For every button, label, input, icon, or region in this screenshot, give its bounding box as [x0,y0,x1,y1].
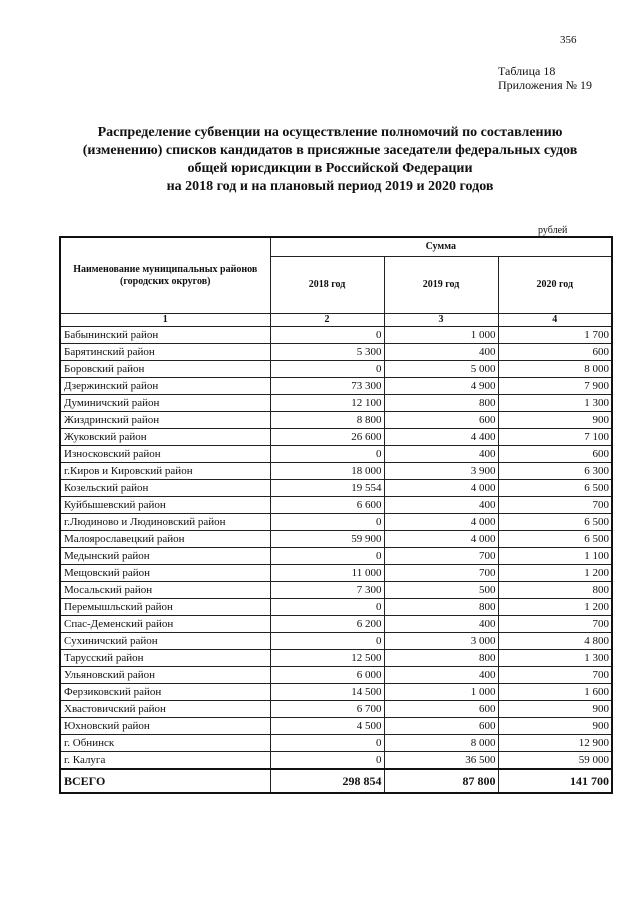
district-name: Жиздринский район [60,412,270,429]
value-2020: 700 [498,497,612,514]
value-2020: 1 200 [498,599,612,616]
value-2019: 600 [384,718,498,735]
value-2019: 4 000 [384,480,498,497]
total-label: ВСЕГО [60,769,270,793]
table-row [60,531,612,548]
year-2018-header: 2018 год [270,257,384,314]
title-line: на 2018 год и на плановый период 2019 и 2020 годов [166,179,494,194]
value-2018: 4 500 [270,718,384,735]
district-name: Мосальский район [60,582,270,599]
value-2018: 6 000 [270,667,384,684]
table-row [60,480,612,497]
value-2018: 12 500 [270,650,384,667]
year-2020-header: 2020 год [498,257,612,314]
district-name: г. Калуга [60,752,270,770]
value-2018: 0 [270,361,384,378]
district-name: Мещовский район [60,565,270,582]
value-2018: 0 [270,633,384,650]
value-2019: 4 400 [384,429,498,446]
total-2018: 298 854 [270,769,384,793]
value-2018: 0 [270,327,384,344]
value-2020: 600 [498,446,612,463]
value-2020: 1 300 [498,395,612,412]
title-line: общей юрисдикции в Российской Федерации [187,161,473,176]
value-2018: 6 700 [270,701,384,718]
value-2020: 1 700 [498,327,612,344]
value-2020: 4 800 [498,633,612,650]
total-row [60,769,612,793]
value-2018: 0 [270,752,384,770]
table-row [60,378,612,395]
value-2018: 0 [270,514,384,531]
value-2018: 8 800 [270,412,384,429]
table-row [60,633,612,650]
district-name: Спас-Деменский район [60,616,270,633]
value-2019: 3 900 [384,463,498,480]
value-2019: 8 000 [384,735,498,752]
value-2020: 1 600 [498,684,612,701]
value-2019: 4 000 [384,531,498,548]
district-name: г.Киров и Кировский район [60,463,270,480]
value-2018: 0 [270,599,384,616]
value-2018: 26 600 [270,429,384,446]
district-name: Юхновский район [60,718,270,735]
value-2020: 1 200 [498,565,612,582]
value-2018: 0 [270,735,384,752]
value-2018: 6 600 [270,497,384,514]
district-name: Износковский район [60,446,270,463]
district-name: Тарусский район [60,650,270,667]
page-number: 356 [560,34,577,46]
value-2019: 800 [384,395,498,412]
table-row [60,718,612,735]
column-number: 3 [384,314,498,327]
table-row [60,446,612,463]
table-body [60,327,612,770]
value-2019: 1 000 [384,684,498,701]
table-row [60,463,612,480]
value-2019: 500 [384,582,498,599]
value-2019: 400 [384,616,498,633]
district-name: Дзержинский район [60,378,270,395]
table-row [60,735,612,752]
district-name: Сухиничский район [60,633,270,650]
district-name: Перемышльский район [60,599,270,616]
value-2020: 59 000 [498,752,612,770]
total-2019: 87 800 [384,769,498,793]
value-2020: 6 500 [498,480,612,497]
value-2020: 6 500 [498,514,612,531]
district-name: Хвастовичский район [60,701,270,718]
document-title [50,124,610,196]
value-2019: 800 [384,650,498,667]
value-2020: 1 300 [498,650,612,667]
value-2018: 14 500 [270,684,384,701]
value-2018: 0 [270,548,384,565]
value-2019: 5 000 [384,361,498,378]
value-2018: 5 300 [270,344,384,361]
value-2020: 900 [498,412,612,429]
value-2019: 400 [384,497,498,514]
table-label: Таблица 18 [498,64,556,78]
value-2019: 1 000 [384,327,498,344]
value-2020: 700 [498,667,612,684]
value-2019: 36 500 [384,752,498,770]
table-row [60,395,612,412]
table-row [60,616,612,633]
district-name: г.Людиново и Людиновский район [60,514,270,531]
year-2019-header: 2019 год [384,257,498,314]
district-name: Малоярославецкий район [60,531,270,548]
table-row [60,412,612,429]
district-name: Барятинский район [60,344,270,361]
value-2018: 73 300 [270,378,384,395]
subvention-table [59,236,613,794]
value-2020: 700 [498,616,612,633]
column-number: 2 [270,314,384,327]
value-2018: 6 200 [270,616,384,633]
title-line: Распределение субвенции на осуществление полномочий по составлению [97,125,563,140]
value-2019: 400 [384,667,498,684]
district-name: Боровский район [60,361,270,378]
table-row [60,548,612,565]
value-2020: 6 300 [498,463,612,480]
table-row [60,361,612,378]
value-2020: 7 100 [498,429,612,446]
unit-label: рублей [538,225,568,236]
district-name: г. Обнинск [60,735,270,752]
value-2020: 7 900 [498,378,612,395]
district-name: Куйбышевский район [60,497,270,514]
value-2019: 4 900 [384,378,498,395]
table-row [60,565,612,582]
value-2019: 700 [384,565,498,582]
value-2020: 6 500 [498,531,612,548]
table-row [60,684,612,701]
value-2019: 3 000 [384,633,498,650]
title-line: (изменению) списков кандидатов в присяжные заседатели федеральных судов [82,143,578,158]
value-2019: 800 [384,599,498,616]
table-reference [498,64,592,92]
district-name: Жуковский район [60,429,270,446]
district-name: Ферзиковский район [60,684,270,701]
value-2018: 0 [270,446,384,463]
table-row [60,667,612,684]
appendix-label: Приложения № 19 [498,78,593,92]
table-row [60,701,612,718]
value-2018: 18 000 [270,463,384,480]
value-2019: 400 [384,344,498,361]
district-name: Думиничский район [60,395,270,412]
value-2019: 4 000 [384,514,498,531]
table-row [60,497,612,514]
value-2018: 59 900 [270,531,384,548]
table-row [60,514,612,531]
table-row [60,429,612,446]
value-2020: 900 [498,701,612,718]
column-number: 4 [498,314,612,327]
value-2020: 600 [498,344,612,361]
district-name: Медынский район [60,548,270,565]
table-row [60,599,612,616]
value-2020: 900 [498,718,612,735]
value-2018: 11 000 [270,565,384,582]
name-column-header: Наименование муниципальных районов (городских округов) [60,237,270,314]
table-row [60,327,612,344]
value-2019: 600 [384,701,498,718]
table-row [60,344,612,361]
total-2020: 141 700 [498,769,612,793]
value-2020: 1 100 [498,548,612,565]
district-name: Ульяновский район [60,667,270,684]
table-row [60,582,612,599]
value-2019: 400 [384,446,498,463]
value-2018: 19 554 [270,480,384,497]
table-row [60,752,612,770]
value-2018: 7 300 [270,582,384,599]
table-row [60,650,612,667]
value-2018: 12 100 [270,395,384,412]
value-2019: 600 [384,412,498,429]
sum-header: Сумма [270,237,612,257]
district-name: Козельский район [60,480,270,497]
value-2019: 700 [384,548,498,565]
value-2020: 8 000 [498,361,612,378]
value-2020: 12 900 [498,735,612,752]
value-2020: 800 [498,582,612,599]
column-number: 1 [60,314,270,327]
district-name: Бабынинский район [60,327,270,344]
